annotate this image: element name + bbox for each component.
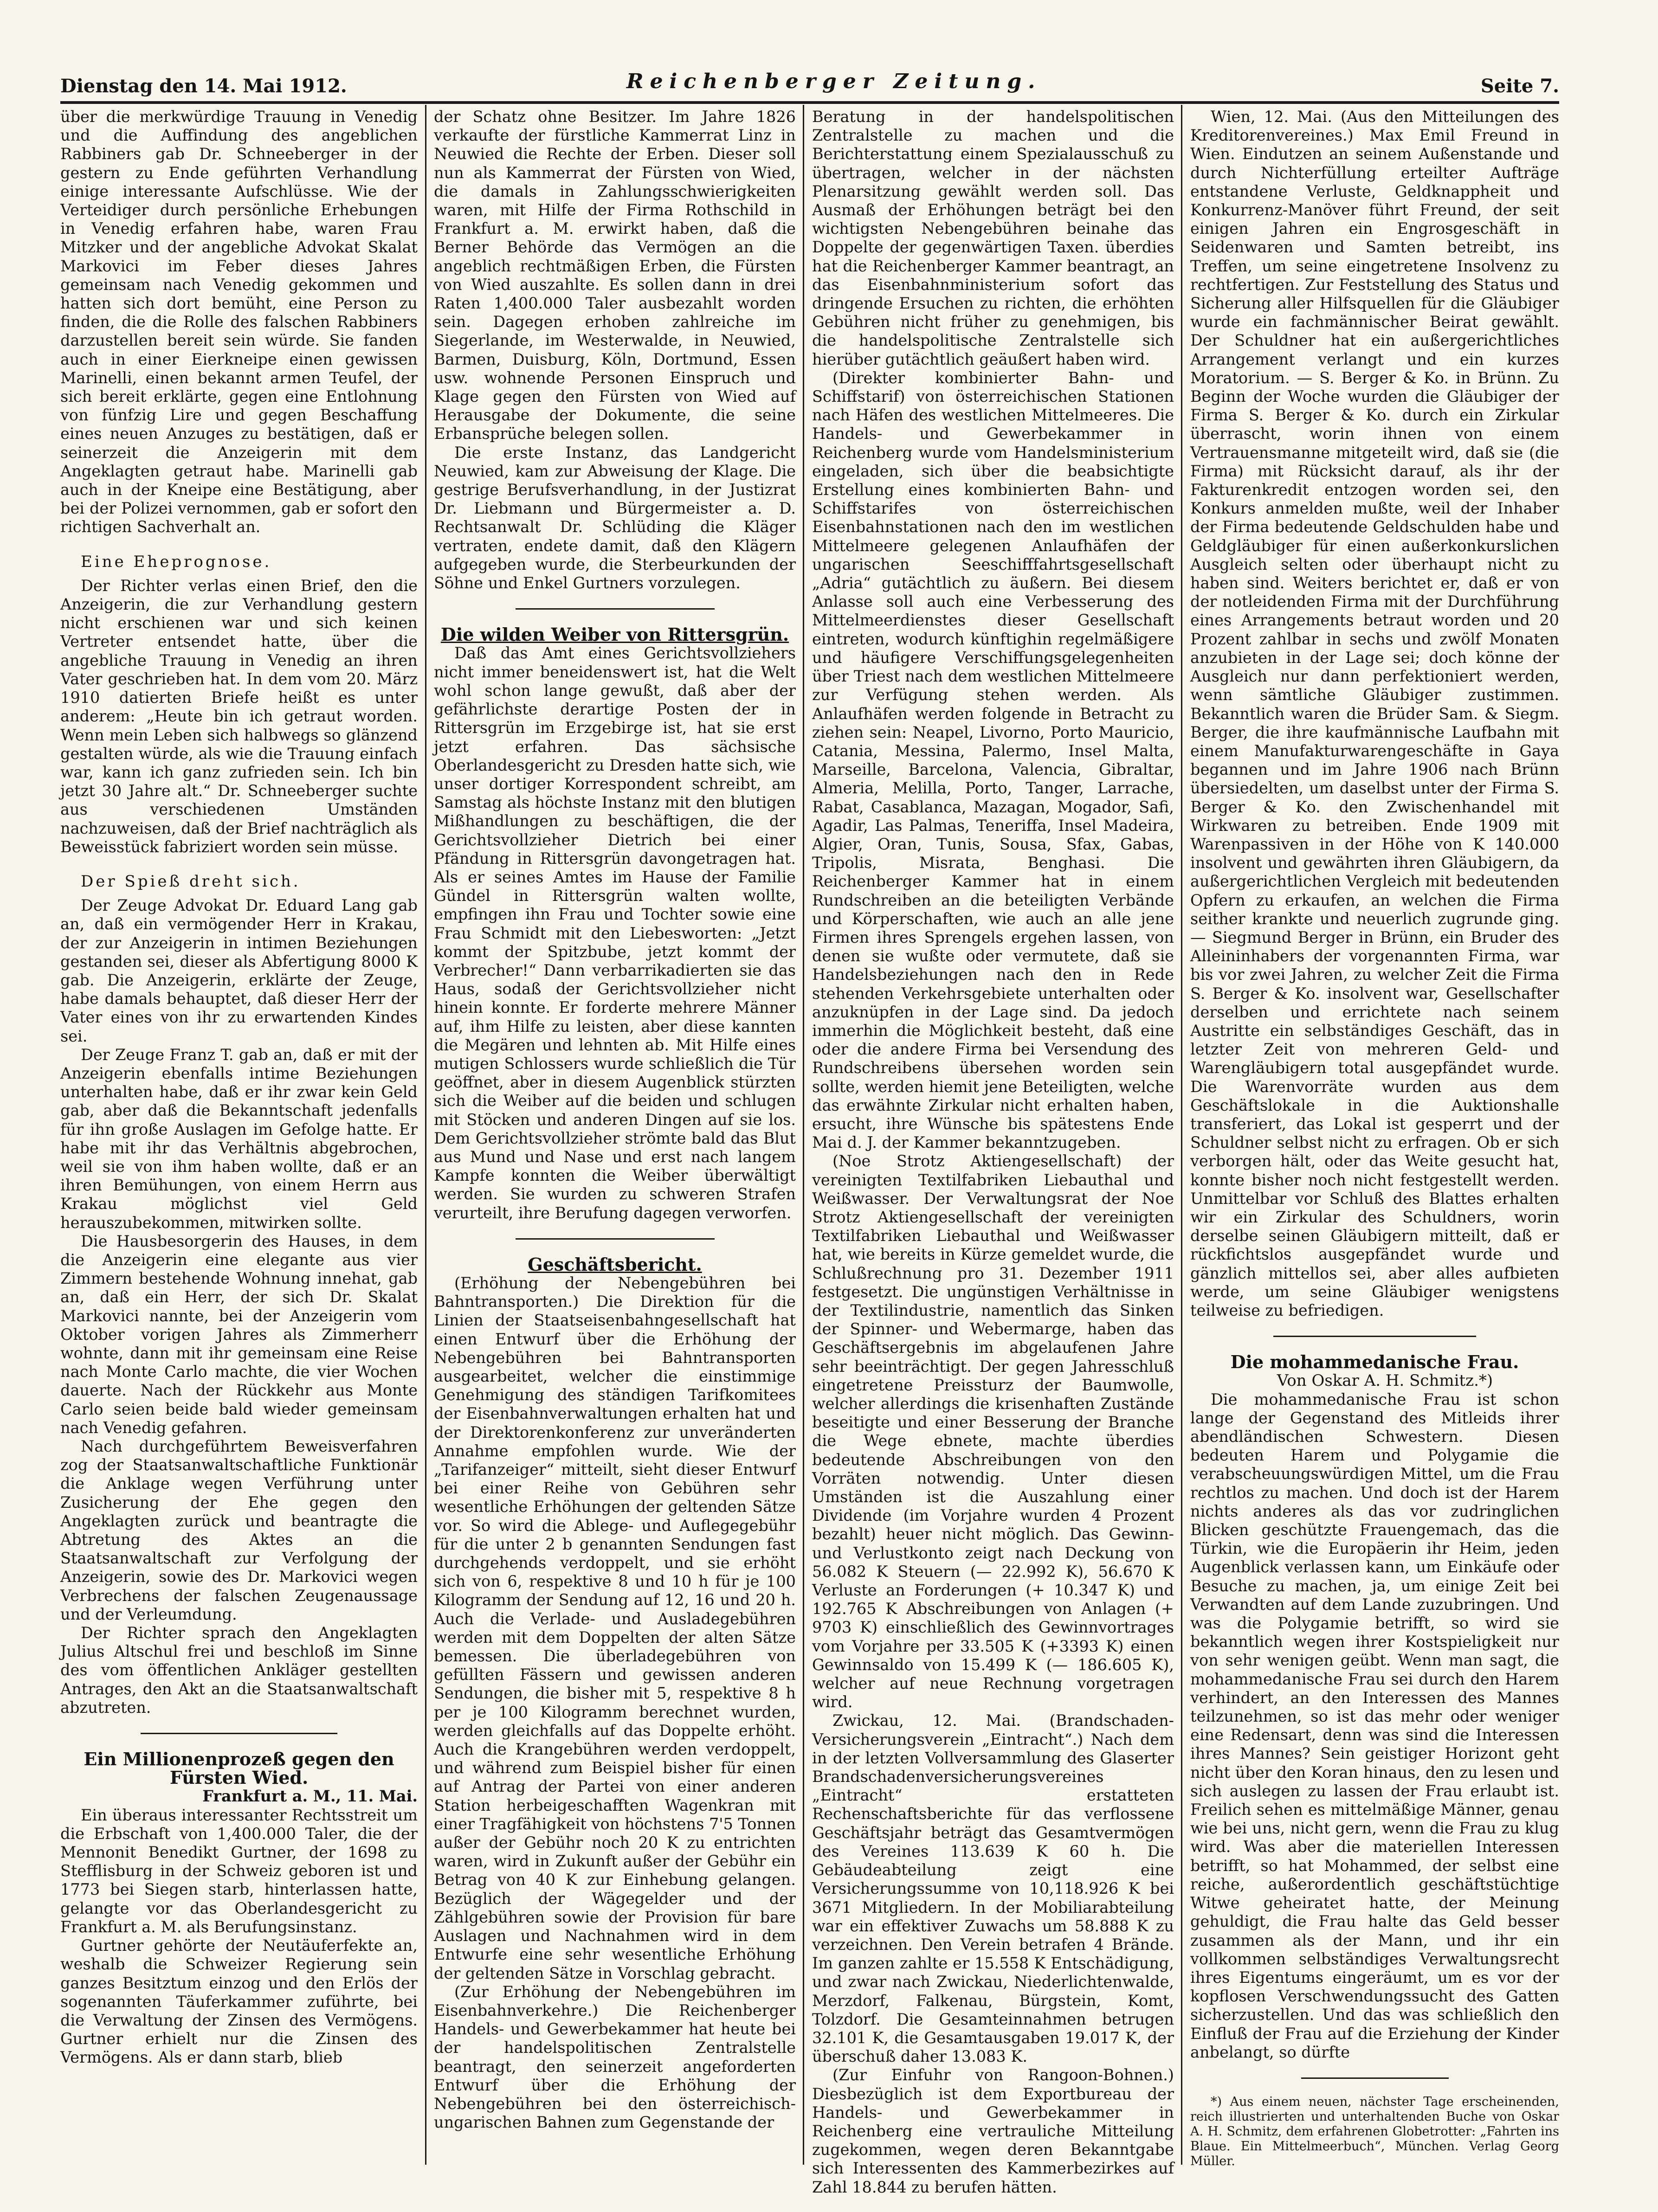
paragraph: Die erste Instanz, das Landgericht Neuwied, kam zur Abweisung der Klage. Die gestrige Berufsverhandlung, in der Justizrat Dr. Liebmann und Bürgermeister a. D. Rechtsanwalt Dr. Schlüding die Kläger vertraten, endete damit, daß den Klägern aufgegeben wurde, die Sterbeurkunden der Söhne und Enkel Gurtners vorzulegen.	[434, 443, 796, 592]
paragraph: (Zur Einfuhr von Rangoon-Bohnen.) Diesbezüglich ist dem Exportbureau der Handels- und Gewerbekammer in Reichenberg eine vertrauliche Mitteilung zugekommen, wegen deren Bekanntgabe sich Interessenten des Kammerbezirkes auf Zahl 18.844 zu berufen hätten.	[812, 2066, 1174, 2196]
column-2	[434, 108, 796, 2167]
article-title: Die wilden Weiber von Rittersgrün.	[440, 624, 789, 645]
article-title: Ein Millionenprozeß gegen den Fürsten Wied.	[84, 1749, 394, 1788]
column-3	[812, 108, 1174, 2196]
masthead: Reichenberger Zeitung.	[626, 70, 1042, 93]
divider	[516, 1238, 715, 1240]
header-date: Dienstag den 14. Mai 1912.	[60, 75, 347, 97]
paragraph: Der Richter sprach den Angeklagten Julius Altschul frei und beschloß im Sinne des vom öffentlichen Ankläger gestellten Antrages, den Akt an die Staatsanwaltschaft abzutreten.	[60, 1624, 418, 1717]
page-number: Seite 7.	[1480, 75, 1559, 97]
paragraph: Zwickau, 12. Mai. (Brandschaden-Versicherungsverein „Eintracht“.) Nach dem in der letzten Vollversammlung des Glaserter Brandschadenversicherungsvereines „Eintracht“ erstatteten Rechenschaftsberichte für das verflossene Geschäftsjahr beträgt das Gesamtvermögen des Vereines 113.639 K 60 h. Die Gebäudeabteilung zeigt eine Versicherungssumme von 10,118.926 K bei 3671 Mitgliedern. In der Mobiliarabteilung war ein effektiver Zuwachs um 58.888 K zu verzeichnen. Den Verein betrafen 4 Brände. Im ganzen zahlte er 15.558 K Entschädigung, und zwar nach Zwickau, Niederlichtenwalde, Merzdorf, Falkenau, Bürgstein, Komt, Tolzdorf. Die Gesamteinnahmen betrugen 32.101 K, die Gesamtausgaben 19.017 K, der überschuß daher 13.083 K.	[812, 1711, 1174, 2066]
column-rule	[1181, 105, 1182, 2165]
divider	[141, 1733, 337, 1734]
section-title: Geschäftsbericht.	[528, 1254, 702, 1275]
paragraph: Wien, 12. Mai. (Aus den Mitteilungen des Kreditorenvereines.) Max Emil Freund in Wien. Eindutzen an seinem Außenstande und durch Nichterfüllung erteilter Aufträge entstandene Verluste, Geldknappheit und Konkurrenz-Manöver führt Freund, der seit einigen Jahren ein Engrosgeschäft in Seidenwaren und Samten betreibt, ins Treffen, um seine eingetretene Insolvenz zu rechtfertigen. Zur Feststellung des Status und Sicherung aller Hilfsquellen für die Gläubiger wurde ein fachmännischer Beirat gewählt. Der Schuldner hat ein außergerichtliches Arrangement verlangt und ein kurzes Moratorium. — S. Berger & Ko. in Brünn. Zu Beginn der Woche wurden die Gläubiger der Firma S. Berger & Ko. durch ein Zirkular überrascht, worin ihnen von einem Vertrauensmanne mitgeteilt wird, daß sie (die Firma) mit Rücksicht darauf, als ihr der Fakturenkredit entzogen worden sei, den Konkurs anmelden mußte, weil der Inhaber der Firma bedeutende Geldschulden habe und Geldgläubiger für einen außerkonkurslichen Ausgleich selten oder überhaupt nicht zu haben sind. Weiters berichtet er, daß er von der notleidenden Firma mit der Durchführung eines Arrangements betraut worden und 20 Prozent zahlbar in sechs und zwölf Monaten anzubieten in der Lage sei; doch könne der Ausgleich nur dann perfektioniert werden, wenn sämtliche Gläubiger zustimmen. Bekanntlich waren die Brüder Sam. & Siegm. Berger, die ihre kaufmännische Laufbahn mit einem Manufakturwarengeschäfte in Gaya begannen und im Jahre 1906 nach Brünn übersiedelten, um daselbst unter der Firma S. Berger & Ko. den Zwischenhandel mit Wirkwaren zu betreiben. Ende 1909 mit Warenpassiven in der Höhe von K 140.000 insolvent und gewährten ihren Gläubigern, da außergerichtlichen Vergleich mit bedeutenden Opfern zu erkaufen, an welchen die Firma seither krankte und neuerlich zugrunde ging. — Siegmund Berger in Brünn, ein Bruder des Alleininhabers der vorgenannten Firma, war bis vor zwei Jahren, zu welcher Zeit die Firma S. Berger & Ko. insolvent war, Gesellschafter derselben und errichtete nach seinem Austritte ein selbständiges Geschäft, das in letzter Zeit von mehreren Geld- und Warengläubigern total ausgepfändet wurde. Die Warenvorräte wurden aus dem Geschäftslokale in die Auktionshalle transferiert, das Lokal ist gesperrt und der Schuldner selbst nicht zu erfragen. Ob er sich verborgen hält, oder das Weite gesucht hat, konnte bisher noch nicht festgestellt werden. Unmittelbar vor Schluß des Blattes erhalten wir ein Zirkular des Schuldners, worin derselbe seinen Gläubigern mitteilt, daß er rückfichtslos ausgepfändet wurde und gänzlich mittellos sei, aber alles aufbieten werde, um seine Gläubiger wenigstens teilweise zu befriedigen.	[1190, 108, 1559, 1319]
paragraph: über die merkwürdige Trauung in Venedig und die Auffindung des angeblichen Rabbiners gab Dr. Schneeberger in der gestern zu Ende geführten Verhandlung einige interessante Aufschlüsse. Wie der Verteidiger durch persönliche Erhebungen in Venedig erfahren habe, waren Frau Mitzker und der angebliche Advokat Skalat Markovici im Feber dieses Jahres gemeinsam nach Venedig gekommen und hatten sich dort bemüht, eine Person zu finden, die die Rolle des falschen Rabbiners darzustellen bereit sein würde. Sie fanden auch in einer Eierkneipe einen gewissen Marinelli, einen bekannt armen Teufel, der sich bereit erklärte, gegen eine Entlohnung von fünfzig Lire und gegen Beschaffung eines neuen Anzuges zu bestätigen, daß er seinerzeit die Anzeigerin mit dem Angeklagten getraut habe. Marinelli gab auch in der Kneipe eine Bestätigung, aber bei der Polizei vernommen, gab er sofort den richtigen Sachverhalt an.	[60, 108, 418, 536]
article-title: Die mohammedanische Frau.	[1230, 1351, 1519, 1373]
paragraph: (Noe Strotz Aktiengesellschaft) der vereinigten Textilfabriken Liebauthal und Weißwasser. Der Verwaltungsrat der Noe Strotz Aktiengesellschaft der vereinigten Textilfabriken Liebauthal und Weißwasser hat, wie bereits in Kürze gemeldet wurde, die Schlußrechnung pro 31. Dezember 1911 festgesetzt. Die ungünstigen Verhältnisse in der Textilindustrie, namentlich das Sinken der Spinner- und Webermarge, haben das Geschäftsergebnis im abgelaufenen Jahre sehr beeinträchtigt. Der gegen Jahresschluß eingetretene Preissturz der Baumwolle, welcher allerdings die krisenhaften Zustände beseitigte und einer Besserung der Branche die Wege ebnete, machte überdies bedeutende Abschreibungen von den Vorräten notwendig. Unter diesen Umständen ist die Auszahlung einer Dividende (im Vorjahre wurden 4 Prozent bezahlt) heuer nicht möglich. Das Gewinn- und Verlustkonto zeigt nach Deckung von 56.082 K Steuern (— 22.992 K), 56.670 K Verluste an Forderungen (+ 10.347 K) und 192.765 K Abschreibungen von Anlagen (+ 9703 K) einschließlich des Gewinnvortrages vom Vorjahre per 33.505 K (+3393 K) einen Gewinnsaldo von 15.499 K (— 186.605 K), welcher auf neue Rechnung vorgetragen wird.	[812, 1152, 1174, 1711]
page-header	[60, 70, 1559, 102]
paragraph: Daß das Amt eines Gerichtsvollziehers nicht immer beneidenswert ist, hat die Welt wohl schon lange gewußt, daß aber der gefährlichste derartige Posten der in Rittersgrün im Erzgebirge ist, hat sie erst jetzt erfahren. Das sächsische Oberlandesgericht zu Dresden hatte sich, wie unser dortiger Korrespondent schreibt, am Samstag als höchste Instanz mit den blutigen Mißhandlungen zu beschäftigen, die der Gerichtsvollzieher Dietrich bei einer Pfändung in Rittersgrün davongetragen hat. Als er seines Amtes im Hause der Familie Gündel in Rittersgrün walten wollte, empfingen ihn Frau und Tochter sowie eine Frau Schmidt mit den Liebesworten: „Jetzt kommt der Spitzbube, jetzt kommt der Verbrecher!“ Dann verbarrikadierten sie das Haus, sodaß der Gerichtsvollzieher nicht hinein konnte. Er forderte mehrere Männer auf, ihm Hilfe zu leisten, aber diese kannten die Megären und lehnten ab. Mit Hilfe eines mutigen Schlossers wurde schließlich die Tür geöffnet, aber in diesem Augenblick stürzten sich die Weiber auf die beiden und schlugen mit Stöcken und anderen Dingen auf sie los. Dem Gerichtsvollzieher strömte bald das Blut aus Mund und Nase und erst nach langem Kampfe konnten die Weiber überwältigt werden. Sie wurden zu schweren Strafen verurteilt, ihre Berufung dagegen verworfen.	[434, 644, 796, 1222]
paragraph: Ein überaus interessanter Rechtsstreit um die Erbschaft von 1,400.000 Taler, die der Mennonit Benedikt Gurtner, der 1698 zu Stefflisburg in der Schweiz geboren ist und 1773 bei Siegen starb, hinterlassen hatte, gelangte vor das Oberlandesgericht zu Frankfurt a. M. als Berufungsinstanz.	[60, 1806, 418, 1936]
column-rule	[425, 105, 426, 2165]
paragraph: (Erhöhung der Nebengebühren bei Bahntransporten.) Die Direktion für die Linien der Staatseisenbahngesellschaft hat einen Entwurf über die Erhöhung der Nebengebühren bei Bahntransporten ausgearbeitet, welcher die einstimmige Genehmigung des ständigen Tarifkomitees der Eisenbahnverwaltungen erhalten hat und der Direktorenkonferenz zur unveränderten Annahme empfohlen wurde. Wie der „Tarifanzeiger“ mitteilt, sieht dieser Entwurf bei einer Reihe von Gebühren sehr wesentliche Erhöhungen der geltenden Sätze vor. So wird die Ablege- und Auflegegebühr für die unter 2 b genannten Sendungen fast durchgehends verdoppelt, und sie erhöht sich von 6, respektive 8 und 10 h für je 100 Kilogramm der Sendung auf 12, 16 und 20 h. Auch die Verlade- und Ausladegebühren werden mit dem Doppelten der alten Sätze bemessen. Die überladegebühren von gefüllten Fässern und gewissen anderen Sendungen, die bisher mit 5, respektive 8 h per je 100 Kilogramm berechnet wurden, werden gleichfalls auf das Doppelte erhöht. Auch die Krangebühren werden verdoppelt, und während zum Beispiel bisher für einen auf Antrag der Partei von einer anderen Station herbeigeschafften Wagenkran mit einer Tragfähigkeit von höchstens 7'5 Tonnen außer der Gebühr noch 20 K zu entrichten waren, wird in Zukunft außer der Gebühr ein Betrag von 40 K zur Einhebung gelangen. Bezüglich der Wägegelder und der Zählgebühren sowie der Provision für bare Auslagen und Nachnahmen wird in dem Entwurfe eine sehr wesentliche Erhöhung der geltenden Sätze in Vorschlag gebracht.	[434, 1273, 796, 1982]
column-rule	[803, 105, 804, 2165]
section-heading: Eine Eheprognose.	[81, 552, 272, 571]
divider	[1301, 2077, 1449, 2079]
section-heading: Der Spieß dreht sich.	[81, 872, 301, 891]
byline: Von Oskar A. H. Schmitz.*)	[1277, 1371, 1493, 1390]
paragraph: (Direkter kombinierter Bahn- und Schiffstarif) von österreichischen Stationen nach Häfen des westlichen Mittelmeeres. Die Handels- und Gewerbekammer in Reichenberg wurde vom Handelsministerium eingeladen, sich über die beabsichtigte Erstellung eines kombinierten Bahn- und Schiffstarifes von österreichischen Eisenbahnstationen nach den im westlichen Mittelmeere gelegenen Anlaufhäfen der ungarischen Seeschifffahrtsgesellschaft „Adria“ gutächtlich zu äußern. Bei diesem Anlasse soll auch eine Verbesserung des Mittelmeerdienstes dieser Gesellschaft eintreten, wodurch künftighin regelmäßigere und häufigere Verschiffungsgelegenheiten über Triest nach dem westlichen Mittelmeere zur Verfügung stehen werden. Als Anlaufhäfen werden folgende in Betracht zu ziehen sein: Neapel, Livorno, Porto Mauricio, Catania, Messina, Palermo, Insel Malta, Marseille, Barcelona, Valencia, Gibraltar, Almeria, Melilla, Porto, Tanger, Larrache, Rabat, Casablanca, Mazagan, Mogador, Safi, Agadir, Las Palmas, Teneriffa, Insel Madeira, Algier, Oran, Tunis, Sousa, Sfax, Gabas, Tripolis, Misrata, Benghasi. Die Reichenberger Kammer hat in einem Rundschreiben an die beteiligten Verbände und Körperschaften, wie auch an alle jene Firmen ihres Sprengels ergehen lassen, von denen sie wußte oder vermutete, daß sie Handelsbeziehungen nach den in Rede stehenden Verkehrsgebiete unterhalten oder anzuknüpfen in der Lage sind. Da jedoch immerhin die Möglichkeit besteht, daß eine oder die andere Firma bei Versendung des Rundschreibens übersehen worden sein sollte, werden hiemit jene Beteiligten, welche das erwähnte Zirkular nicht erhalten haben, ersucht, ihre Wünsche bis spätestens Ende Mai d. J. der Kammer bekanntzugeben.	[812, 368, 1174, 1152]
paragraph: Nach durchgeführtem Beweisverfahren zog der Staatsanwaltschaftliche Funktionär die Anklage wegen Verführung unter Zusicherung der Ehe gegen den Angeklagten zurück und beantragte die Abtretung des Aktes an die Staatsanwaltschaft zur Verfolgung der Anzeigerin, sowie des Dr. Markovici wegen Verbrechens der falschen Zeugenaussage und der Verleumdung.	[60, 1437, 418, 1623]
paragraph: Die Hausbesorgerin des Hauses, in dem die Anzeigerin eine elegante aus vier Zimmern bestehende Wohnung innehat, gab an, daß ein Herr, der sich Dr. Skalat Markovici nannte, bei der Anzeigerin vom Oktober vorigen Jahres als Zimmerherr wohnte, dann mit ihr gemeinsam eine Reise nach Monte Carlo machte, die vier Wochen dauerte. Nach der Rückkehr aus Monte Carlo seien beide bald wieder gemeinsam nach Venedig gefahren.	[60, 1232, 418, 1437]
column-1	[60, 108, 418, 2167]
header-rule	[60, 101, 1559, 104]
paragraph: der Schatz ohne Besitzer. Im Jahre 1826 verkaufte der fürstliche Kammerrat Linz in Neuwied die Rechte der Erben. Dieser soll nun als Kammerrat der Fürsten von Wied, die damals in Zahlungsschwierigkeiten waren, mit Hilfe der Firma Rothschild in Frankfurt a. M. erwirkt haben, daß die Berner Behörde das Vermögen an die angeblich rechtmäßigen Erben, die Fürsten von Wied auszahlte. Es sollen dann in drei Raten 1,400.000 Taler ausbezahlt worden sein. Dagegen erhoben zahlreiche im Siegerlande, im Westerwalde, in Neuwied, Barmen, Duisburg, Köln, Dortmund, Essen usw. wohnende Personen Einspruch und Klage gegen den Fürsten von Wied auf Herausgabe der Dokumente, die seine Erbansprüche belegen sollen.	[434, 108, 796, 443]
paragraph: Der Zeuge Advokat Dr. Eduard Lang gab an, daß ein vermögender Herr in Krakau, der zur Anzeigerin in intimen Beziehungen gestanden sei, dieser als Abfertigung 8000 K gab. Die Anzeigerin, erklärte der Zeuge, habe damals behauptet, daß dieser Herr der Vater eines von ihr zu erwartenden Kindes sei.	[60, 896, 418, 1045]
column-4	[1190, 108, 1559, 2167]
dateline: Frankfurt a. M., 11. Mai.	[202, 1787, 418, 1806]
divider	[516, 608, 715, 610]
paragraph: Beratung in der handelspolitischen Zentralstelle zu machen und die Berichterstattung einem Spezialausschuß zu übertragen, welcher in der nächsten Plenarsitzung gewählt werden soll. Das Ausmaß der Erhöhungen beträgt bei den wichtigsten Nebengebühren beinahe das Doppelte der gegenwärtigen Taxen. überdies hat die Reichenberger Kammer beantragt, an das Eisenbahnministerium sofort das dringende Ersuchen zu richten, die erhöhten Gebühren nicht früher zu genehmigen, bis die handelspolitische Zentralstelle sich hierüber gutächtlich geäußert haben wird.	[812, 108, 1174, 368]
divider	[1273, 1336, 1476, 1337]
paragraph: Die mohammedanische Frau ist schon lange der Gegenstand des Mitleids ihrer abendländischen Schwestern. Diesen bedeuten Harem und Polygamie die verabscheuungswürdigen Mittel, um die Frau rechtlos zu machen. Und doch ist der Harem nichts anderes als das vor zudringlichen Blicken geschützte Frauengemach, das die Türkin, wie die Europäerin ihr Heim, jeden Augenblick verlassen kann, um Einkäufe oder Besuche zu machen, ja, um einige Zeit bei Verwandten auf dem Lande zuzubringen. Und was die Polygamie betrifft, so wird sie bekanntlich wegen ihrer Kostspieligkeit nur von sehr wenigen geübt. Wenn man sagt, die mohammedanische Frau sei durch den Harem verhindert, an den Interessen des Mannes teilzunehmen, so ist das mehr oder weniger eine Redensart, denn was sind die Interessen ihres Mannes? Sein geistiger Horizont geht nicht über den Koran hinaus, den zu lesen und sich auslegen zu lassen der Frau erlaubt ist. Freilich sehen es mittelmäßige Männer, genau wie bei uns, nicht gern, wenn die Frau zu klug wird. Was aber die materiellen Interessen betrifft, so hat Mohammed, der selbst eine reiche, außerordentlich geschäftstüchtige Witwe geheiratet hatte, der Meinung gehuldigt, die Frau halte das Geld besser zusammen als der Mann, und ihr ein vollkommen selbständiges Verwaltungsrecht ihres Eigentums eingeräumt, um es vor der kopflosen Verschwendungssucht des Gatten sicherzustellen. Und das was schließlich den Einfluß der Frau auf die Erziehung der Kinder anbelangt, so dürfte	[1190, 1390, 1559, 2061]
footnote: *) Aus einem neuen, nächster Tage erscheinenden, reich illustrierten und unterhaltenden Buche von Oskar A. H. Schmitz, dem erfahrenen Globetrotter: „Fahrten ins Blaue. Ein Mittelmeerbuch“, München. Verlag Georg Müller.	[1190, 2094, 1559, 2168]
paragraph: (Zur Erhöhung der Nebengebühren im Eisenbahnverkehre.) Die Reichenberger Handels- und Gewerbekammer hat heute bei der handelspolitischen Zentralstelle beantragt, den seinerzeit angeforderten Entwurf über die Erhöhung der Nebengebühren bei den österreichisch-ungarischen Bahnen zum Gegenstande der	[434, 1982, 796, 2132]
paragraph: Der Zeuge Franz T. gab an, daß er mit der Anzeigerin ebenfalls intime Beziehungen unterhalten habe, daß er ihr zwar kein Geld gab, aber daß die Bekanntschaft jedenfalls für ihn große Auslagen im Gefolge hatte. Er habe mit ihr das Verhältnis abgebrochen, weil sie von ihm haben wollte, daß er an ihren Bemühungen, von einem Herrn aus Krakau möglichst viel Geld herauszubekommen, mitwirken sollte.	[60, 1045, 418, 1232]
paragraph: Gurtner gehörte der Neutäuferfekte an, weshalb die Schweizer Regierung sein ganzes Besitztum einzog und den Erlös der sogenannten Täuferkammer zuführte, bei die Verwaltung der Zinsen des Vermögens. Gurtner erhielt nur die Zinsen des Vermögens. Als er dann starb, blieb	[60, 1936, 418, 2067]
paragraph: Der Richter verlas einen Brief, den die Anzeigerin, die zur Verhandlung gestern nicht erschienen war und sich keinen Vertreter entsendet hatte, über die angebliche Trauung in Venedig an ihren Vater geschrieben hat. In dem vom 20. März 1910 datierten Briefe heißt es unter anderem: „Heute bin ich getraut worden. Wenn mein Leben sich halbwegs so glänzend gestalten würde, als wie die Trauung einfach war, kann ich ganz zufrieden sein. Ich bin jetzt 30 Jahre alt.“ Dr. Schneeberger suchte aus verschiedenen Umständen nachzuweisen, daß der Brief nachträglich als Beweisstück fabriziert worden sein müsse.	[60, 576, 418, 856]
